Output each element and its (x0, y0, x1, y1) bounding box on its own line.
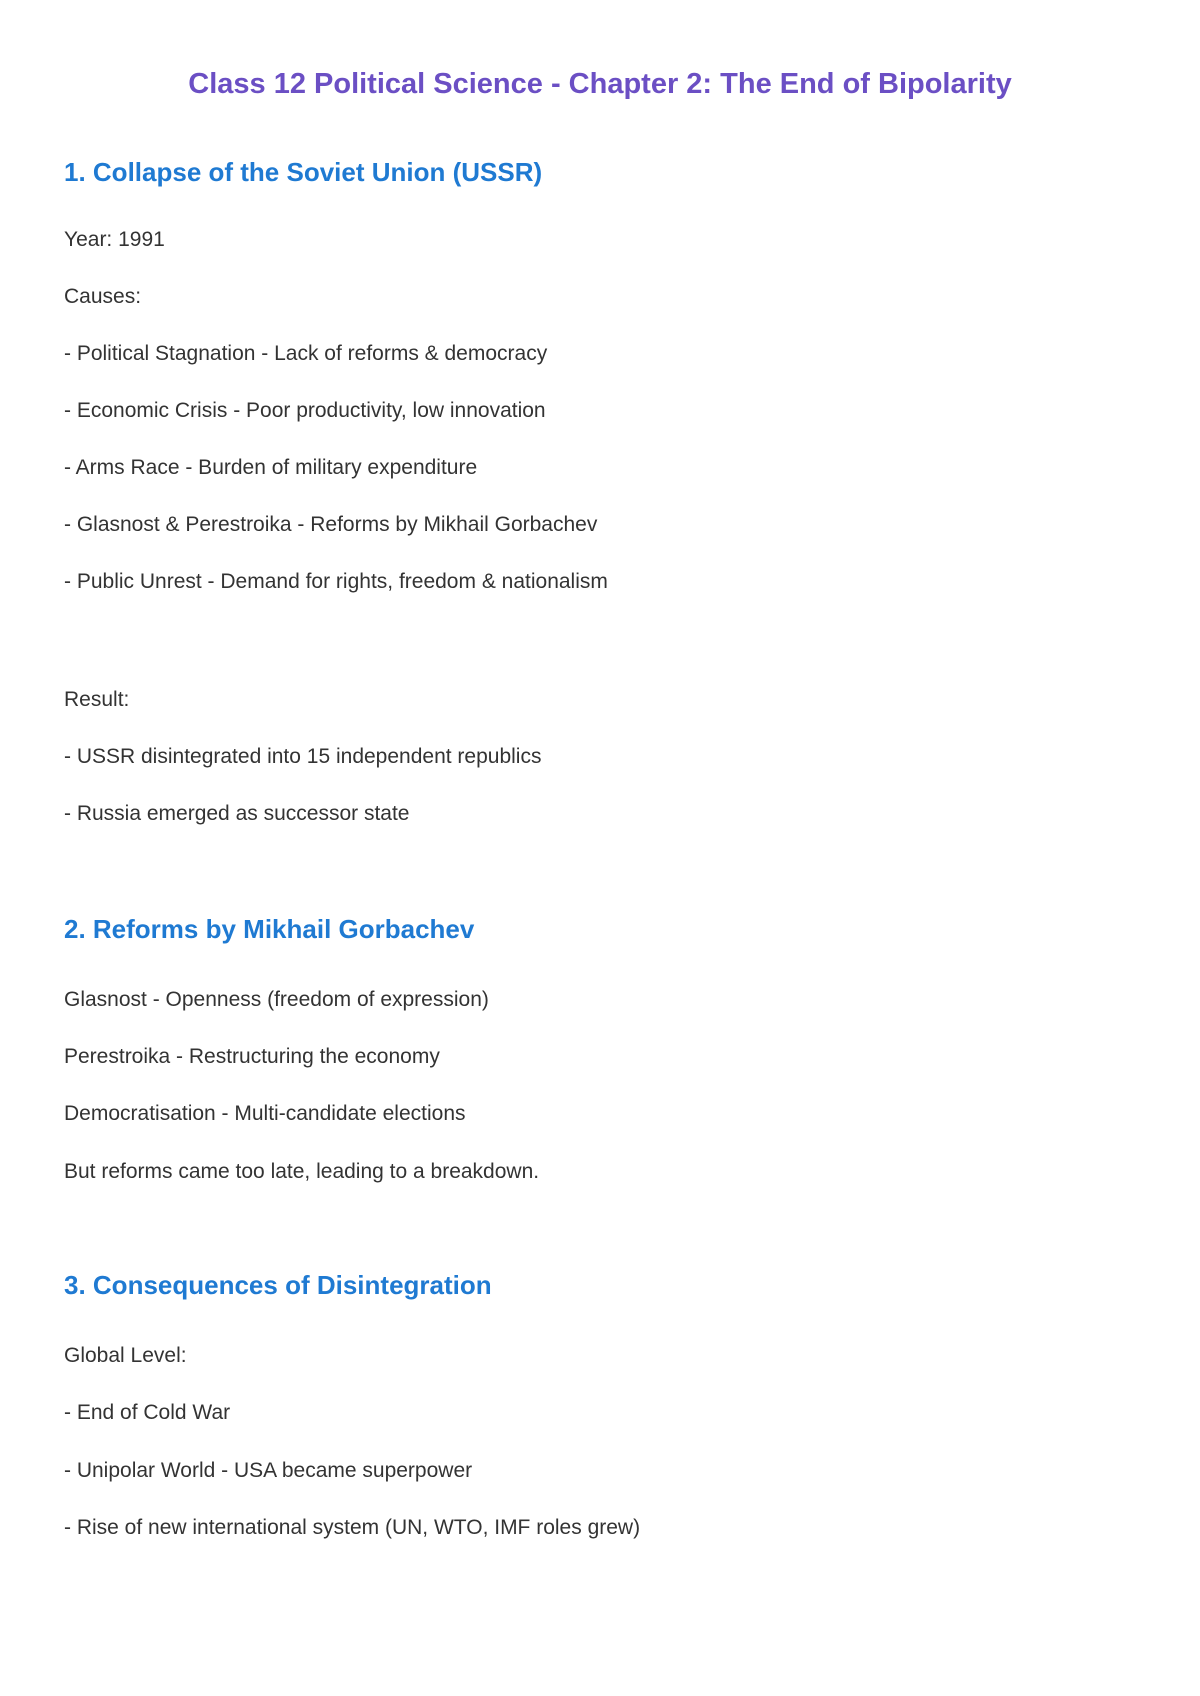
list-item: - Arms Race - Burden of military expenditure (64, 456, 478, 479)
causes-label: Causes: (64, 285, 142, 308)
list-item: Democratisation - Multi-candidate elections (64, 1102, 466, 1125)
section-heading-consequences: 3. Consequences of Disintegration (64, 1270, 492, 1300)
list-item: - End of Cold War (64, 1401, 231, 1424)
list-item: - Rise of new international system (UN, WTO, IMF roles grew) (64, 1516, 641, 1539)
list-item: - USSR disintegrated into 15 independent republics (64, 745, 542, 768)
global-level-label: Global Level: (64, 1344, 187, 1367)
list-item: - Economic Crisis - Poor productivity, low innovation (64, 399, 546, 422)
list-item: - Unipolar World - USA became superpower (64, 1459, 473, 1482)
list-item: But reforms came too late, leading to a breakdown. (64, 1160, 540, 1183)
result-label: Result: (64, 688, 130, 711)
list-item: Perestroika - Restructuring the economy (64, 1045, 440, 1068)
list-item: - Public Unrest - Demand for rights, freedom & nationalism (64, 570, 608, 593)
section-heading-collapse: 1. Collapse of the Soviet Union (USSR) (64, 157, 543, 187)
list-item: - Glasnost & Perestroika - Reforms by Mikhail Gorbachev (64, 513, 598, 536)
list-item: - Political Stagnation - Lack of reforms & democracy (64, 342, 548, 365)
list-item: - Russia emerged as successor state (64, 802, 410, 825)
list-item: Glasnost - Openness (freedom of expression) (64, 988, 489, 1011)
page-title: Class 12 Political Science - Chapter 2: The End of Bipolarity (188, 68, 1012, 100)
year-line: Year: 1991 (64, 228, 165, 251)
section-heading-reforms: 2. Reforms by Mikhail Gorbachev (64, 914, 475, 944)
